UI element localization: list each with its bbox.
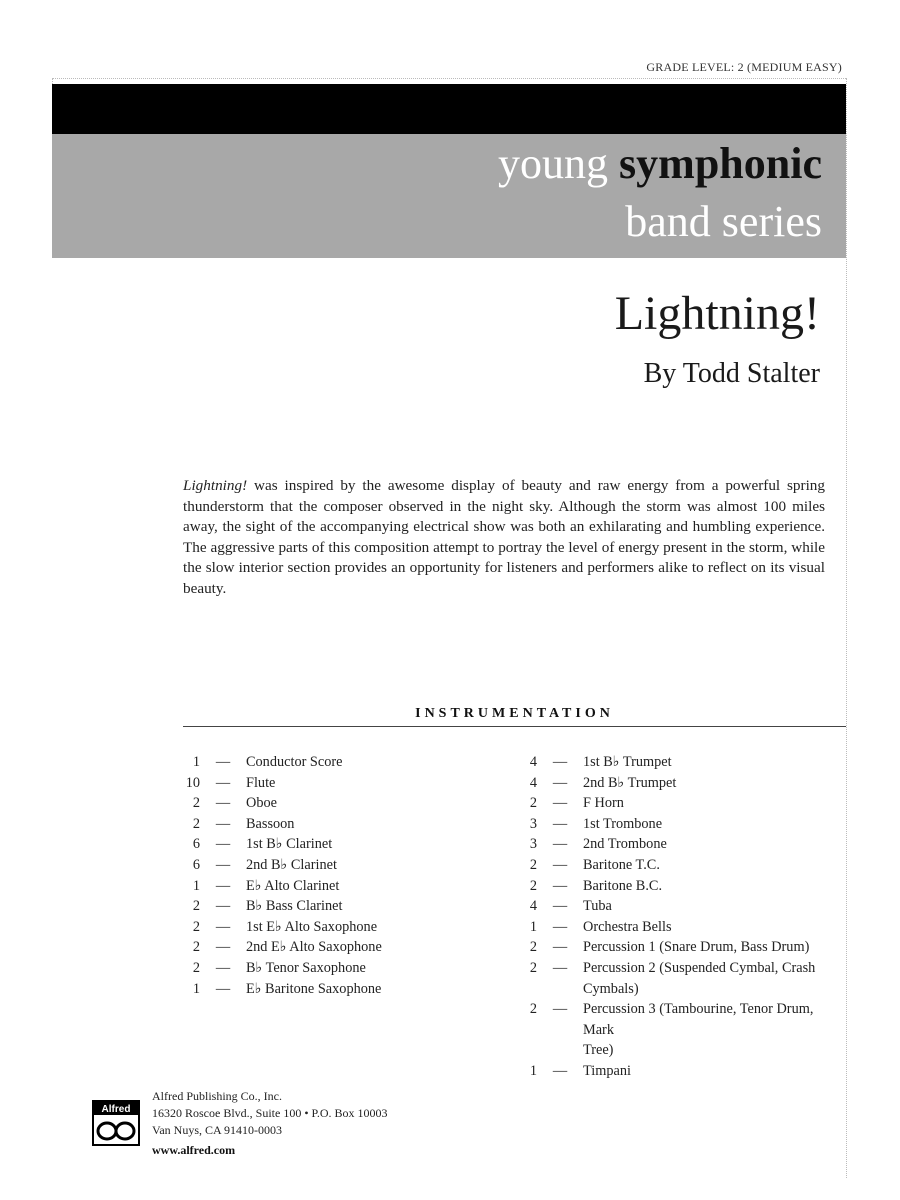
instrument-name: Orchestra Bells xyxy=(583,918,672,935)
instrument-row xyxy=(505,917,835,938)
instrument-quantity: 2 xyxy=(192,918,200,935)
instrument-dash: — xyxy=(552,815,568,832)
dotted-border-top xyxy=(52,78,846,79)
instrument-quantity xyxy=(505,979,537,1000)
instrument-quantity: 2 xyxy=(192,815,200,832)
instrument-quantity: 2 xyxy=(192,959,200,976)
instrument-dash: — xyxy=(215,815,231,832)
logo-text: Alfred xyxy=(101,1104,131,1115)
instrument-row xyxy=(505,834,835,855)
instrument-name: Conductor Score xyxy=(246,754,343,770)
instrument-dash: — xyxy=(215,774,231,791)
instrument-name: 2nd E♭ Alto Saxophone xyxy=(246,939,382,956)
instrument-dash: — xyxy=(552,836,568,853)
instrument-dash: — xyxy=(215,795,231,812)
instrument-name: Bassoon xyxy=(246,815,295,832)
instrument-quantity: 6 xyxy=(192,836,200,853)
instrument-dash: — xyxy=(215,898,231,915)
instrument-dash: — xyxy=(215,959,231,976)
instrument-quantity: 2 xyxy=(529,795,537,812)
instrument-dash: — xyxy=(215,939,231,956)
piece-title: Lightning! xyxy=(614,287,820,340)
instrument-dash: — xyxy=(552,774,568,791)
instrument-name: E♭ Baritone Saxophone xyxy=(246,980,382,997)
alfred-logo-icon xyxy=(92,1100,140,1146)
instrument-row xyxy=(505,999,835,1040)
instrument-quantity: 4 xyxy=(529,754,537,770)
instrument-name: Percussion 2 (Suspended Cymbal, Crash xyxy=(583,959,816,976)
instrument-row xyxy=(168,958,488,979)
instrument-quantity: 3 xyxy=(529,836,537,853)
instrumentation-column-right xyxy=(505,752,835,1082)
instrument-row xyxy=(168,979,488,1000)
instrument-row xyxy=(505,752,835,773)
instrumentation-rule xyxy=(183,726,846,727)
grade-level: GRADE LEVEL: 2 (MEDIUM EASY) xyxy=(646,60,842,74)
instrument-dash: — xyxy=(215,918,231,935)
program-note-text: was inspired by the awesome display of beauty and raw energy from a powerful spring thunderstorm that the composer observed in the night sky. Although the storm was almost 100 miles away, the sight of the accompanying electrical show was both an exhilarating and humbling experience. The aggressive parts of this composition attempt to portray the level of energy present in the storm, while the slow interior section provides an opportunity for listeners and performers alike to reflect on its visual beauty. xyxy=(183,477,825,597)
dotted-border-right xyxy=(846,78,847,1178)
instrument-row xyxy=(168,752,488,773)
series-word-young: young xyxy=(498,139,609,188)
instrument-name: Cymbals) xyxy=(583,980,639,997)
publisher-address-line1: 16320 Roscoe Blvd., Suite 100 • P.O. Box 10003 xyxy=(152,1106,388,1120)
instrument-name: B♭ Bass Clarinet xyxy=(246,898,343,915)
instrument-quantity: 2 xyxy=(192,795,200,812)
instrument-quantity: 1 xyxy=(192,754,200,770)
instrument-quantity: 1 xyxy=(529,1062,537,1079)
instrument-quantity: 2 xyxy=(529,959,537,976)
instrument-name: Timpani xyxy=(583,1062,631,1079)
instrument-name: Tree) xyxy=(583,1042,614,1059)
instrument-dash: — xyxy=(215,980,231,997)
instrument-quantity: 3 xyxy=(529,815,537,832)
instrument-dash: — xyxy=(552,918,568,935)
instrument-dash: — xyxy=(552,959,568,976)
instrument-row xyxy=(505,773,835,794)
instrument-dash: — xyxy=(552,856,568,873)
instrument-dash: — xyxy=(215,754,231,770)
instrument-row xyxy=(168,793,488,814)
instrument-row xyxy=(168,814,488,835)
instrument-dash: — xyxy=(215,877,231,894)
instrument-dash: — xyxy=(552,795,568,812)
instrument-name: Baritone B.C. xyxy=(583,877,663,894)
publisher-address xyxy=(152,1088,388,1139)
program-note xyxy=(183,476,825,599)
instrument-dash: — xyxy=(552,877,568,894)
instrument-name: F Horn xyxy=(583,795,624,812)
instrument-row xyxy=(168,855,488,876)
instrument-name: B♭ Tenor Saxophone xyxy=(246,959,366,976)
instrument-row xyxy=(505,1061,835,1082)
instrument-row xyxy=(168,834,488,855)
publisher-name: Alfred Publishing Co., Inc. xyxy=(152,1089,282,1103)
publisher-website-link[interactable]: www.alfred.com xyxy=(152,1143,236,1157)
series-name-line2: band series xyxy=(625,197,822,246)
instrument-row xyxy=(505,1040,835,1061)
instrument-dash: — xyxy=(552,898,568,915)
instrument-quantity: 6 xyxy=(192,856,200,873)
instrument-quantity: 2 xyxy=(529,939,537,956)
instrument-dash: — xyxy=(552,1001,568,1018)
instrument-name: E♭ Alto Clarinet xyxy=(246,877,340,894)
instrument-name: Percussion 3 (Tambourine, Tenor Drum, Mark xyxy=(583,1001,814,1038)
instrument-row xyxy=(505,855,835,876)
instrument-quantity: 2 xyxy=(529,1001,537,1018)
instrument-row xyxy=(505,896,835,917)
instrument-dash: — xyxy=(215,836,231,853)
instrument-name: 2nd B♭ Trumpet xyxy=(583,774,677,791)
instrumentation-heading: INSTRUMENTATION xyxy=(415,706,614,721)
instrument-quantity xyxy=(505,1040,537,1061)
instrument-dash: — xyxy=(552,754,568,770)
instrument-name: Percussion 1 (Snare Drum, Bass Drum) xyxy=(583,939,810,956)
instrument-quantity: 2 xyxy=(529,877,537,894)
instrumentation-column-left xyxy=(168,752,488,999)
instrument-name: 1st B♭ Clarinet xyxy=(246,836,333,853)
instrument-row xyxy=(168,773,488,794)
instrument-row xyxy=(168,876,488,897)
instrument-quantity: 1 xyxy=(529,918,537,935)
instrument-name: 1st E♭ Alto Saxophone xyxy=(246,918,378,935)
instrument-name: 1st B♭ Trumpet xyxy=(583,754,672,770)
instrument-dash xyxy=(537,1040,583,1061)
instrument-quantity: 2 xyxy=(192,898,200,915)
instrument-quantity: 2 xyxy=(529,856,537,873)
publisher-address-line2: Van Nuys, CA 91410-0003 xyxy=(152,1123,283,1137)
composer-credit: By Todd Stalter xyxy=(643,358,820,389)
instrument-row xyxy=(505,979,835,1000)
header-black-bar xyxy=(52,84,846,134)
instrument-quantity: 1 xyxy=(192,877,200,894)
instrument-name: Tuba xyxy=(583,898,612,915)
instrument-dash: — xyxy=(552,939,568,956)
instrument-row xyxy=(168,917,488,938)
instrument-quantity: 4 xyxy=(529,774,537,791)
instrument-row xyxy=(505,958,835,979)
program-note-title: Lightning! xyxy=(183,477,248,494)
instrument-name: Flute xyxy=(246,774,276,791)
instrument-name: 1st Trombone xyxy=(583,815,663,832)
instrument-row xyxy=(168,937,488,958)
series-name-line1 xyxy=(498,138,822,189)
instrument-dash xyxy=(537,979,583,1000)
instrument-name: 2nd Trombone xyxy=(583,836,667,853)
series-word-symphonic: symphonic xyxy=(619,139,822,188)
instrument-quantity: 2 xyxy=(192,939,200,956)
instrument-quantity: 1 xyxy=(192,980,200,997)
instrument-name: Baritone T.C. xyxy=(583,856,660,873)
instrument-row xyxy=(505,876,835,897)
instrument-quantity: 10 xyxy=(185,774,200,791)
instrument-dash: — xyxy=(552,1062,568,1079)
instrument-dash: — xyxy=(215,856,231,873)
instrument-row xyxy=(505,937,835,958)
instrument-name: Oboe xyxy=(246,795,277,812)
instrument-row xyxy=(505,814,835,835)
instrument-row xyxy=(505,793,835,814)
instrument-row xyxy=(168,896,488,917)
instrument-quantity: 4 xyxy=(529,898,537,915)
instrument-name: 2nd B♭ Clarinet xyxy=(246,856,337,873)
